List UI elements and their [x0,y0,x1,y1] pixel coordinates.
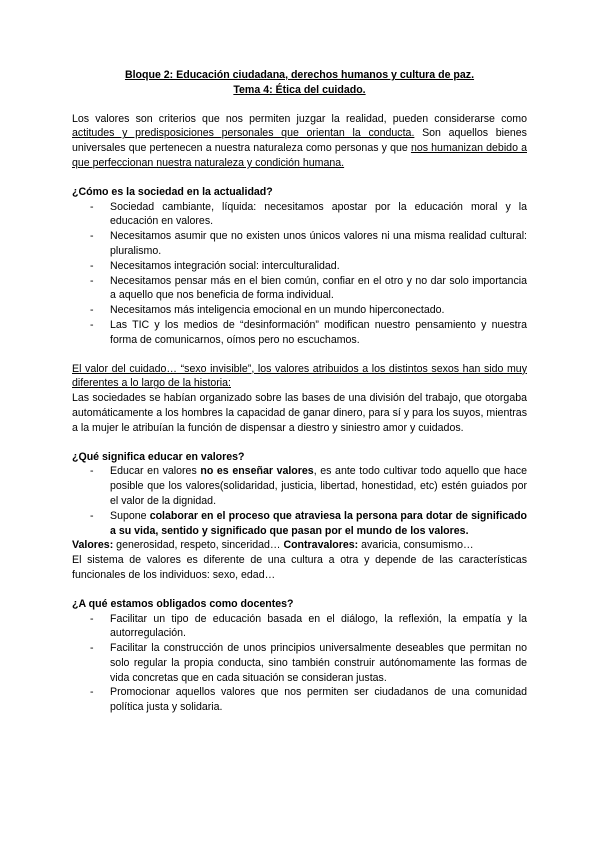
care-paragraph: Las sociedades se habían organizado sobre las bases de una división del trabajo, que otorgaba automáticamente a los hombres la capacidad de ganar dinero, para sí y para los suyos, mientras a la mujer le atribuían la función de dispensar a diestro y siniestro amor y cuidados. [72,392,527,434]
intro-underline-2: nos humanizan debido a que perfeccionan nuestra naturaleza y condición humana. [72,142,527,169]
list-item: - Promocionar aquellos valores que nos permiten ser ciudadanos de una comunidad política justa y solidaria. [72,685,527,715]
section-heading-care: El valor del cuidado… “sexo invisible”, los valores atribuidos a los distintos sexos han sido muy diferentes a lo largo de la historia: [72,362,527,390]
intro-text-2: Son aquellos bienes universales que pertenecen a nuestra naturaleza como personas y que [72,127,527,155]
intro-underline-1: actitudes y predisposiciones personales que orientan la conducta. [72,127,415,140]
society-list [72,200,527,348]
contravalores-label: Contravalores: [283,539,359,552]
list-item-bold: colaborar en el proceso que atraviesa la persona para dotar de significado a su vida, sentido y significado que pasan por el mundo de los valores. [110,509,528,537]
list-item: - Necesitamos pensar más en el bien común, confiar en el otro y no dar solo importancia a aquello que nos beneficia de forma individual. [72,274,527,304]
list-item [72,509,527,539]
list-item: - Las TIC y los medios de “desinformación” modifican nuestro pensamiento y nuestra forma de comunicarnos, oímos pero no escuchamos. [72,318,527,348]
contravalores-text: avaricia, consumismo… [358,539,474,552]
section-heading-values: ¿Qué significa educar en valores? [72,450,245,463]
values-line [72,538,527,553]
list-item-bold: no es enseñar valores [200,465,314,478]
document-page [72,68,527,715]
document-title: Bloque 2: Educación ciudadana, derechos humanos y cultura de paz. [124,69,475,81]
list-item-text: Educar en valores [110,465,201,478]
intro-paragraph [72,112,527,171]
values-list [72,464,527,538]
list-item: - Necesitamos integración social: interculturalidad. [72,259,527,274]
list-item [72,464,527,508]
list-item: - Facilitar la construcción de unos principios universalmente deseables que permitan no solo regular la propia conducta, sino también construir autónomamente las formas de vida concretas que en cada situación se consideran justas. [72,641,527,685]
list-item: - Necesitamos asumir que no existen unos únicos valores ni una misma realidad cultural: pluralismo. [72,229,527,259]
list-item: - Sociedad cambiante, líquida: necesitamos apostar por la educación moral y la educación en valores. [72,200,527,230]
list-item: - Necesitamos más inteligencia emocional en un mundo hiperconectado. [72,303,527,318]
valores-label: Valores: [72,539,114,552]
list-item-text: Supone [110,509,150,522]
values-closing-paragraph: El sistema de valores es diferente de una cultura a otra y depende de las características funcionales de los individuos: sexo, edad… [72,554,527,581]
teachers-list [72,612,527,716]
intro-text: Los valores son criterios que nos permiten juzgar la realidad, pueden considerarse como [72,112,527,125]
document-subtitle: Tema 4: Ética del cuidado. [233,83,366,96]
list-item-text: , es ante todo cultivar todo aquello que hace posible que los valores(solidaridad, justicia, libertad, honestidad, etc) estén guiados por el valor de la dignidad. [110,465,527,507]
list-item: - Facilitar un tipo de educación basada en el diálogo, la reflexión, la empatía y la autorregulación. [72,612,527,642]
section-heading-society: ¿Cómo es la sociedad en la actualidad? [72,185,273,198]
section-heading-teachers: ¿A qué estamos obligados como docentes? [72,597,294,610]
valores-text: generosidad, respeto, sinceridad… [113,539,284,552]
